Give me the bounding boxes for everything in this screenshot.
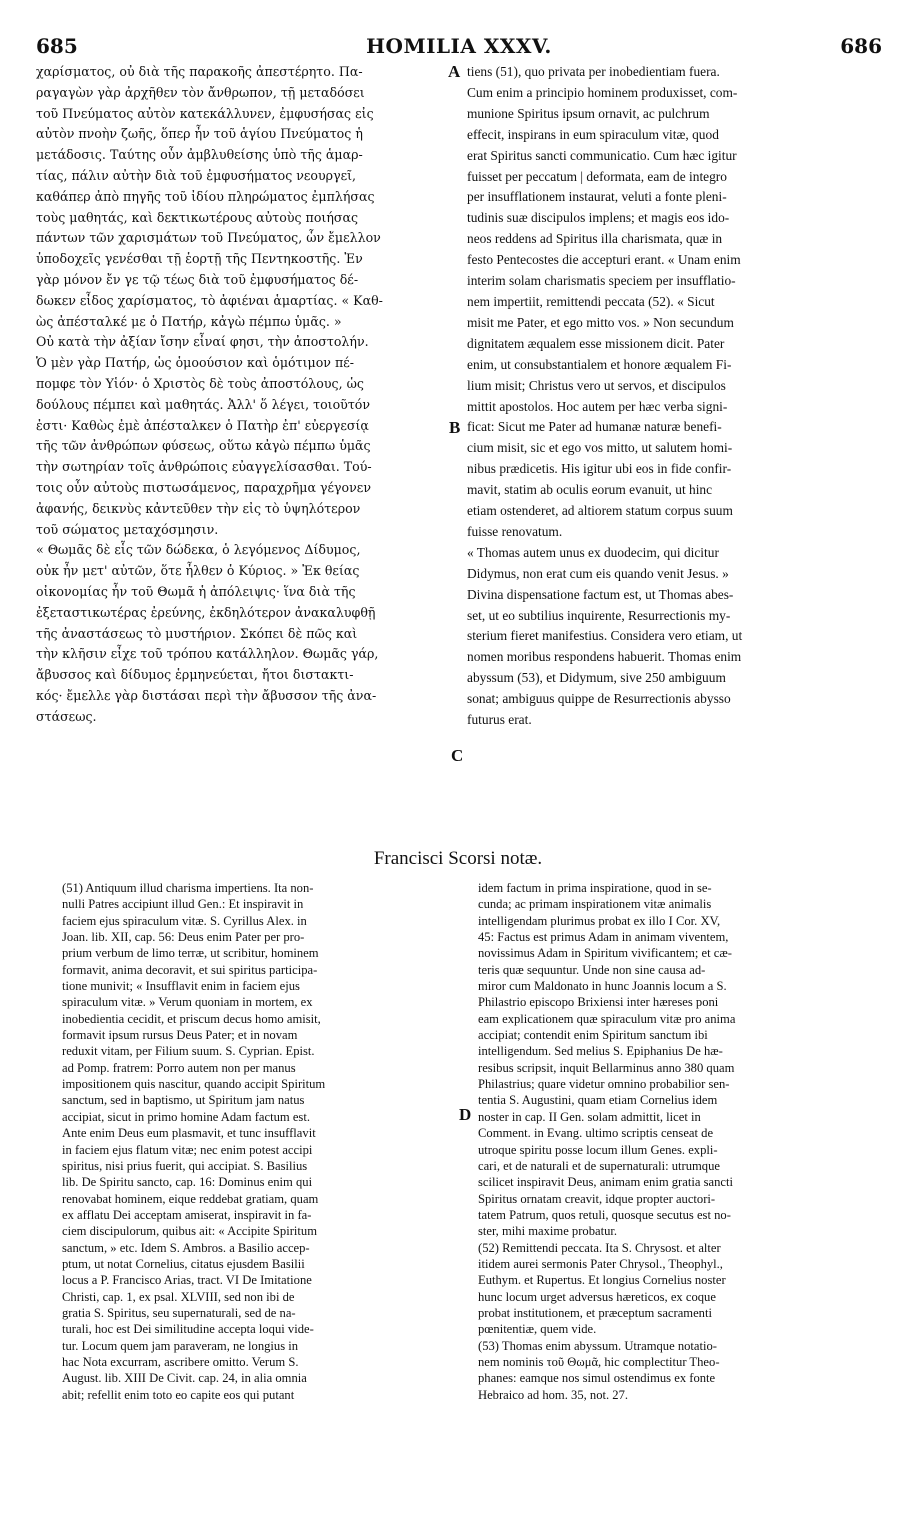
note-line: Spiritus ornatam creavit, idque propter auctori- bbox=[478, 1191, 716, 1206]
note-line: pœnitentiæ, quem vide. bbox=[478, 1322, 597, 1337]
note-line: intelligendam plurimus probat ex illo I Cor. XV, bbox=[478, 913, 721, 928]
note-line: (52) Remittendi peccata. Ita S. Chrysost. et alter bbox=[478, 1240, 721, 1255]
greek-text-line: ραγαγὼν γὰρ ἀρχῆθεν τὸν ἄνθρωπον, τῇ μεταδόσει bbox=[36, 84, 365, 100]
latin-text-line: fuisse renovatum. bbox=[467, 523, 563, 539]
note-line: gratia S. Spiritus, seu supernaturali, sed de na- bbox=[62, 1305, 296, 1320]
latin-text-line: sterium fieret manifestius. Considera vero etiam, ut bbox=[467, 628, 743, 644]
greek-text-line: τοὺς μαθητάς, καὶ δεκτικωτέρους αὐτοὺς ποιήσας bbox=[36, 209, 359, 225]
note-line: inobedientia cecidit, et priscum decus homo amisit, bbox=[62, 1011, 321, 1026]
latin-text-line: nibus prædicetis. His igitur ubi eos in fide confir- bbox=[467, 461, 732, 477]
latin-text-line: munione Spiritus ipsum ornavit, ac pulchrum bbox=[467, 105, 710, 121]
latin-text-line: tiens (51), quo privata per inobedientiam fuera. bbox=[467, 64, 720, 79]
note-line: sanctum, » etc. Idem S. Ambros. a Basilio accep- bbox=[62, 1240, 310, 1255]
latin-text-line: interim solam charismatis speciem per insufflatio- bbox=[467, 273, 736, 289]
note-line: faciem ejus spiraculum vitæ. S. Cyrillus Alex. in bbox=[62, 913, 307, 928]
greek-text-line: τὴν σωτηρίαν τοῖς ἀνθρώποις εὐαγγελίσασθαι. Τού- bbox=[36, 459, 372, 475]
note-line: tur. Locum quem jam paraveram, ne longius in bbox=[62, 1338, 299, 1353]
note-line: eam explicationem quæ spiraculum vitæ pro anima bbox=[478, 1011, 736, 1026]
latin-text-line: abyssum (53), et Didymum, sive 250 ambiguum bbox=[467, 670, 726, 686]
latin-text-line: Divina dispensatione factum est, ut Thomas abes- bbox=[467, 586, 734, 602]
latin-text-line: fuisset per peccatum | deformata, eam de integro bbox=[467, 168, 727, 184]
greek-text-line: καθάπερ ἀπὸ πηγῆς τοῦ ἰδίου πληρώματος ἐμπλήσας bbox=[36, 188, 375, 204]
note-line: noster in cap. II Gen. solam admittit, licet in bbox=[478, 1109, 701, 1124]
note-line: scilicet inspiravit Deus, animam enim gratia sancti bbox=[478, 1175, 733, 1190]
latin-text-line: tudinis suæ discipulos implens; et magis eos ido- bbox=[467, 210, 730, 226]
greek-text-line: τῆς τῶν ἀνθρώπων φύσεως, οὕτω κἀγὼ πέμπω ὑμᾶς bbox=[36, 438, 371, 454]
note-line: idem factum in prima inspiratione, quod in se- bbox=[478, 881, 712, 895]
note-line: ex afflatu Dei acceptam amiserat, inspiravit in fa- bbox=[62, 1207, 312, 1222]
note-line: 45: Factus est primus Adam in animam viventem, bbox=[478, 930, 729, 945]
note-line: in faciem ejus flatum vitæ; nec enim potest accipi bbox=[62, 1142, 313, 1157]
note-line: utroque spiritu posse locum illum Genes. expli- bbox=[478, 1142, 718, 1157]
greek-text-line: χαρίσματος, οὐ διὰ τῆς παρακοῆς ἀπεστέρητο. Πα- bbox=[36, 64, 363, 79]
note-line: tatem Patrum, quos retuli, quosque secutus est no- bbox=[478, 1207, 731, 1222]
latin-text-line: effecit, inspirans in eum spiraculum vitæ, quod bbox=[467, 126, 719, 142]
note-line: ad Pomp. fratrem: Porro autem non per manus bbox=[62, 1060, 296, 1075]
note-line: sanctum, sed in baptismo, ut Spiritum jam natus bbox=[62, 1093, 305, 1108]
note-line: impositionem quis nascitur, quando accipit Spiritum bbox=[62, 1077, 326, 1092]
greek-text-line: κός· ἔμελλε γὰρ διστάσαι περὶ τὴν ἄβυσσον τῆς ἀνα- bbox=[36, 687, 377, 703]
note-line: tione munivit; « Insufflavit enim in faciem ejus bbox=[62, 979, 300, 994]
latin-text-line: mittit apostolos. Hoc autem per hæc verba signi- bbox=[467, 398, 728, 414]
note-line: teris quæ sequuntur. Unde non sine causa ad- bbox=[478, 962, 706, 977]
note-line: itidem aurei sermonis Pater Chrysol., Theophyl., bbox=[478, 1256, 723, 1271]
greek-text-line: τοις οὖν αὐτοὺς πιστωσάμενος, παραχρῆμα γέγονεν bbox=[36, 479, 371, 495]
margin-marker-d: D bbox=[459, 1105, 472, 1124]
latin-text-line: futurus erat. bbox=[467, 712, 532, 728]
note-line: ster, mihi maxime probatur. bbox=[478, 1224, 618, 1239]
greek-text-line: ἐξεταστικωτέρας ἐρεύνης, ἐκδηλότερον ἀνακαλυφθῇ bbox=[36, 604, 376, 620]
note-line: phanes: eamque nos simul ostendimus ex fonte bbox=[478, 1371, 716, 1386]
note-line: Euthym. et Rupertus. Et longius Cornelius noster bbox=[478, 1273, 726, 1288]
note-line: tentia S. Augustini, quam etiam Cornelius idem bbox=[478, 1093, 718, 1108]
greek-text-line: μετάδοσις. Ταύτης οὖν ἀμβλυθείσης ὑπὸ τῆς ἁμαρ- bbox=[36, 147, 363, 163]
margin-marker-a: A bbox=[448, 62, 461, 81]
note-line: nulli Patres accipiunt illud Gen.: Et inspiravit in bbox=[62, 897, 304, 912]
latin-text-line: neos reddens ad Spiritus illa charismata, quæ in bbox=[467, 231, 723, 247]
greek-text-line: πάντων τῶν χαρισμάτων τοῦ Πνεύματος, ὧν ἔμελλον bbox=[36, 230, 381, 246]
note-line: prium verbum de limo terræ, ut scribitur, hominem bbox=[62, 946, 319, 961]
latin-text-line: per insufflationem instaurat, veluti a fonte pleni- bbox=[467, 189, 727, 205]
greek-text-column bbox=[36, 62, 444, 728]
latin-text-line: misit me Pater, et ego mitto vos. » Non secundum bbox=[467, 314, 734, 330]
note-line: cunda; ac primam inspirationem vitæ animalis bbox=[478, 897, 712, 912]
note-line: renovabat hominem, eique reddebat gratiam, quam bbox=[62, 1191, 319, 1206]
running-title: HOMILIA XXXV. bbox=[366, 34, 552, 58]
latin-text-line: ficat: Sicut me Pater ad humanæ naturæ benefi- bbox=[467, 419, 722, 435]
greek-text-line: τοῦ Πνεύματος αὐτὸν κατεκάλλυνεν, ἐμφυσήσας εἰς bbox=[36, 105, 374, 121]
latin-text-line: nem impertiit, remittendi peccata (52). « Sicut bbox=[467, 293, 715, 309]
greek-text-line: Οὐ κατὰ τὴν ἀξίαν ἴσην εἶναί φησι, τὴν ἀποστολήν. bbox=[36, 334, 369, 350]
latin-text-line: set, ut eo subtilius inquirente, Resurrectionis my- bbox=[467, 607, 731, 623]
note-line: Hebraico ad hom. 35, not. 27. bbox=[478, 1387, 629, 1402]
page-header bbox=[36, 34, 882, 60]
greek-text-line: τίας, πάλιν αὐτὴν διὰ τοῦ ἐμφυσήματος νεουργεῖ, bbox=[36, 167, 357, 183]
note-line: probat institutionem, et præceptum sacramenti bbox=[478, 1305, 712, 1320]
greek-text-line: στάσεως. bbox=[36, 708, 97, 724]
greek-text-line: γὰρ μόνον ἔν γε τῷ τέως διὰ τοῦ ἐμφυσήματος δέ- bbox=[36, 271, 359, 287]
greek-text-line: ἀφανής, δεικνὺς κἀντεῦθεν τὴν εἰς τὸ ὑψηλότερον bbox=[36, 500, 361, 516]
note-line: Philastrio episcopo Brixiensi inter hæreses poni bbox=[478, 995, 719, 1010]
note-line: Christi, cap. 1, ex psal. XLVIII, sed non ibi de bbox=[62, 1289, 295, 1304]
note-line: spiraculum vitæ. » Verum quoniam in mortem, ex bbox=[62, 995, 313, 1010]
note-line: Philastrius; quare videtur omnino probabilior sen- bbox=[478, 1077, 730, 1092]
note-line: abit; refellit enim toto eo capite eos qui putant bbox=[62, 1387, 295, 1402]
note-line: accipiat, sicut in primo homine Adam factum est. bbox=[62, 1109, 310, 1124]
note-line: spiritus, nisi prius fuerit, qui accipiat. S. Basilius bbox=[62, 1158, 308, 1173]
greek-text-line: δωκεν εἶδος χαρίσματος, τὸ ἀφιέναι ἁμαρτίας. « Καθ- bbox=[36, 292, 383, 308]
greek-text-line: τοῦ σώματος μεταχόσμησιν. bbox=[36, 521, 219, 537]
note-line: cari, et de naturali et de supernaturali: utrumque bbox=[478, 1158, 720, 1173]
greek-text-line: οὐκ ἦν μετ' αὐτῶν, ὅτε ἦλθεν ὁ Κύριος. » Ἐκ θείας bbox=[36, 563, 360, 579]
greek-text-line: ἐστι· Καθὼς ἐμὲ ἀπέσταλκεν ὁ Πατὴρ ἐπ' εὐεργεσίᾳ bbox=[36, 417, 369, 433]
greek-text-line: τὴν κλῆσιν εἶχε τοῦ τρόπου κατάλληλον. Θωμᾶς γάρ, bbox=[36, 646, 379, 662]
latin-text-line: mavit, statim ab oculis eorum evanuit, ut hinc bbox=[467, 482, 713, 498]
note-line: Ante enim Deus eum plasmavit, et tunc insufflavit bbox=[62, 1126, 316, 1141]
page-number-right: 686 bbox=[840, 34, 882, 58]
note-line: (51) Antiquum illud charisma impertiens. Ita non- bbox=[62, 881, 314, 895]
notes-title: Francisci Scorsi notæ. bbox=[373, 848, 543, 869]
note-line: nem nominis τοῦ Θωμᾶ, hic complectitur Theo- bbox=[478, 1354, 720, 1369]
note-line: hac Nota excurram, ascribere omitto. Verum S. bbox=[62, 1354, 299, 1369]
greek-text-line: δούλους πέμπει καὶ μαθητάς. Ἀλλ' ὅ λέγει, τοιοῦτόν bbox=[36, 396, 371, 412]
note-line: formavit ipsum rursus Deus Pater; et in novam bbox=[62, 1028, 298, 1043]
latin-text-line: Cum enim a principio hominem produxisset, com- bbox=[467, 84, 738, 100]
notes-right-column bbox=[478, 880, 886, 1403]
greek-text-line: ἄβυσσος καὶ δίδυμος ἑρμηνεύεται, ἤτοι διστακτι- bbox=[36, 667, 354, 683]
note-line: Joan. lib. XII, cap. 56: Deus enim Pater per pro- bbox=[62, 930, 305, 945]
note-line: Comment. in Evang. ultimo scriptis censeat de bbox=[478, 1126, 714, 1141]
notes-left-column bbox=[62, 880, 452, 1403]
latin-text-line: festo Pentecostes die accepturi erant. « Unam enim bbox=[467, 252, 741, 268]
greek-text-line: τῆς ἀναστάσεως τὸ μυστήριον. Σκόπει δὲ πῶς καὶ bbox=[36, 625, 358, 641]
note-line: formavit, anima decoravit, et sui spiritus participa- bbox=[62, 962, 318, 977]
greek-text-line: ὼς ἀπέσταλκέ με ὁ Πατήρ, κἀγὼ πέμπω ὑμᾶς. » bbox=[36, 313, 342, 329]
note-line: ptum, ut notat Cornelius, citatus ejusdem Basilii bbox=[62, 1256, 305, 1271]
latin-text-line: « Thomas autem unus ex duodecim, qui dicitur bbox=[467, 544, 719, 560]
latin-text-line: etiam ostenderet, ad altiorem statum corpus suum bbox=[467, 503, 733, 519]
note-line: reduxit vitam, per Filium suum. S. Cyprian. Epist. bbox=[62, 1044, 315, 1059]
latin-text-line: erat Spiritus sancti communicatio. Cum hæc igitur bbox=[467, 147, 737, 163]
note-line: novissimus Adam in Spiritum vivificantem; et cæ- bbox=[478, 946, 732, 961]
note-line: resibus scripsit, inquit Bellarminus anno 380 quam bbox=[478, 1060, 735, 1075]
margin-marker-b: B bbox=[449, 418, 461, 437]
greek-text-line: « Θωμᾶς δὲ εἷς τῶν δώδεκα, ὁ λεγόμενος Δίδυμος, bbox=[36, 542, 361, 558]
note-line: ciem discipulorum, quibus ait: « Accipite Spiritum bbox=[62, 1224, 317, 1239]
note-line: accipiat; contendit enim Spiritum sanctum ibi bbox=[478, 1028, 708, 1043]
latin-text-line: sonat; ambiguus quippe de Resurrectionis abysso bbox=[467, 691, 731, 707]
page-number-left: 685 bbox=[36, 34, 78, 58]
note-line: miror cum Maldonato in hunc Joannis locum a S. bbox=[478, 979, 727, 994]
latin-text-line: nomen moribus respondens habuerit. Thomas enim bbox=[467, 649, 742, 665]
latin-text-line: enim, ut consubstantialem et honore æqualem Fi- bbox=[467, 356, 732, 372]
note-line: (53) Thomas enim abyssum. Utramque notatio- bbox=[478, 1338, 718, 1353]
latin-text-line: lium misit; Christus vero ut servos, et discipulos bbox=[467, 377, 726, 393]
greek-text-line: οἰκονομίας ἦν τοῦ Θωμᾶ ἡ ἀπόλειψις· ἵνα διὰ τῆς bbox=[36, 583, 356, 599]
greek-text-line: πομφε τὸν Υἱόν· ὁ Χριστὸς δὲ τοὺς ἀποστόλους, ὡς bbox=[36, 375, 364, 391]
latin-text-line: dignitatem æqualem esse missionem dicit. Pater bbox=[467, 335, 725, 351]
note-line: August. lib. XIII De Civit. cap. 24, in alia omnia bbox=[62, 1371, 307, 1386]
margin-marker-c: C bbox=[451, 746, 464, 765]
latin-text-column bbox=[467, 62, 881, 731]
note-line: lib. De Spiritu sancto, cap. 16: Dominus enim qui bbox=[62, 1175, 313, 1190]
greek-text-line: αὐτὸν πνοὴν ζωῆς, ὅπερ ἦν τοῦ ἁγίου Πνεύματος ἡ bbox=[36, 126, 363, 142]
note-line: turali, hoc est Dei similitudine accepta loqui vide- bbox=[62, 1322, 314, 1337]
note-line: hunc locum urget adversus hæreticos, ex coque bbox=[478, 1289, 716, 1304]
note-line: locus a P. Francisco Arias, tract. VI De Imitatione bbox=[62, 1273, 312, 1288]
note-line: intelligendum. Sed melius S. Epiphanius De hæ- bbox=[478, 1044, 723, 1059]
greek-text-line: Ὁ μὲν γὰρ Πατήρ, ὡς ὁμοούσιον καὶ ὁμότιμον πέ- bbox=[36, 355, 355, 371]
greek-text-line: ὑποδοχεῖς γενέσθαι τῇ ἑορτῇ τῆς Πεντηκοστῆς. Ἐν bbox=[36, 251, 363, 267]
latin-text-line: cium misit, sic et ego vos mitto, ut salutem homi- bbox=[467, 440, 733, 456]
latin-text-line: Didymus, non erat cum eis quando venit Jesus. » bbox=[467, 565, 729, 581]
